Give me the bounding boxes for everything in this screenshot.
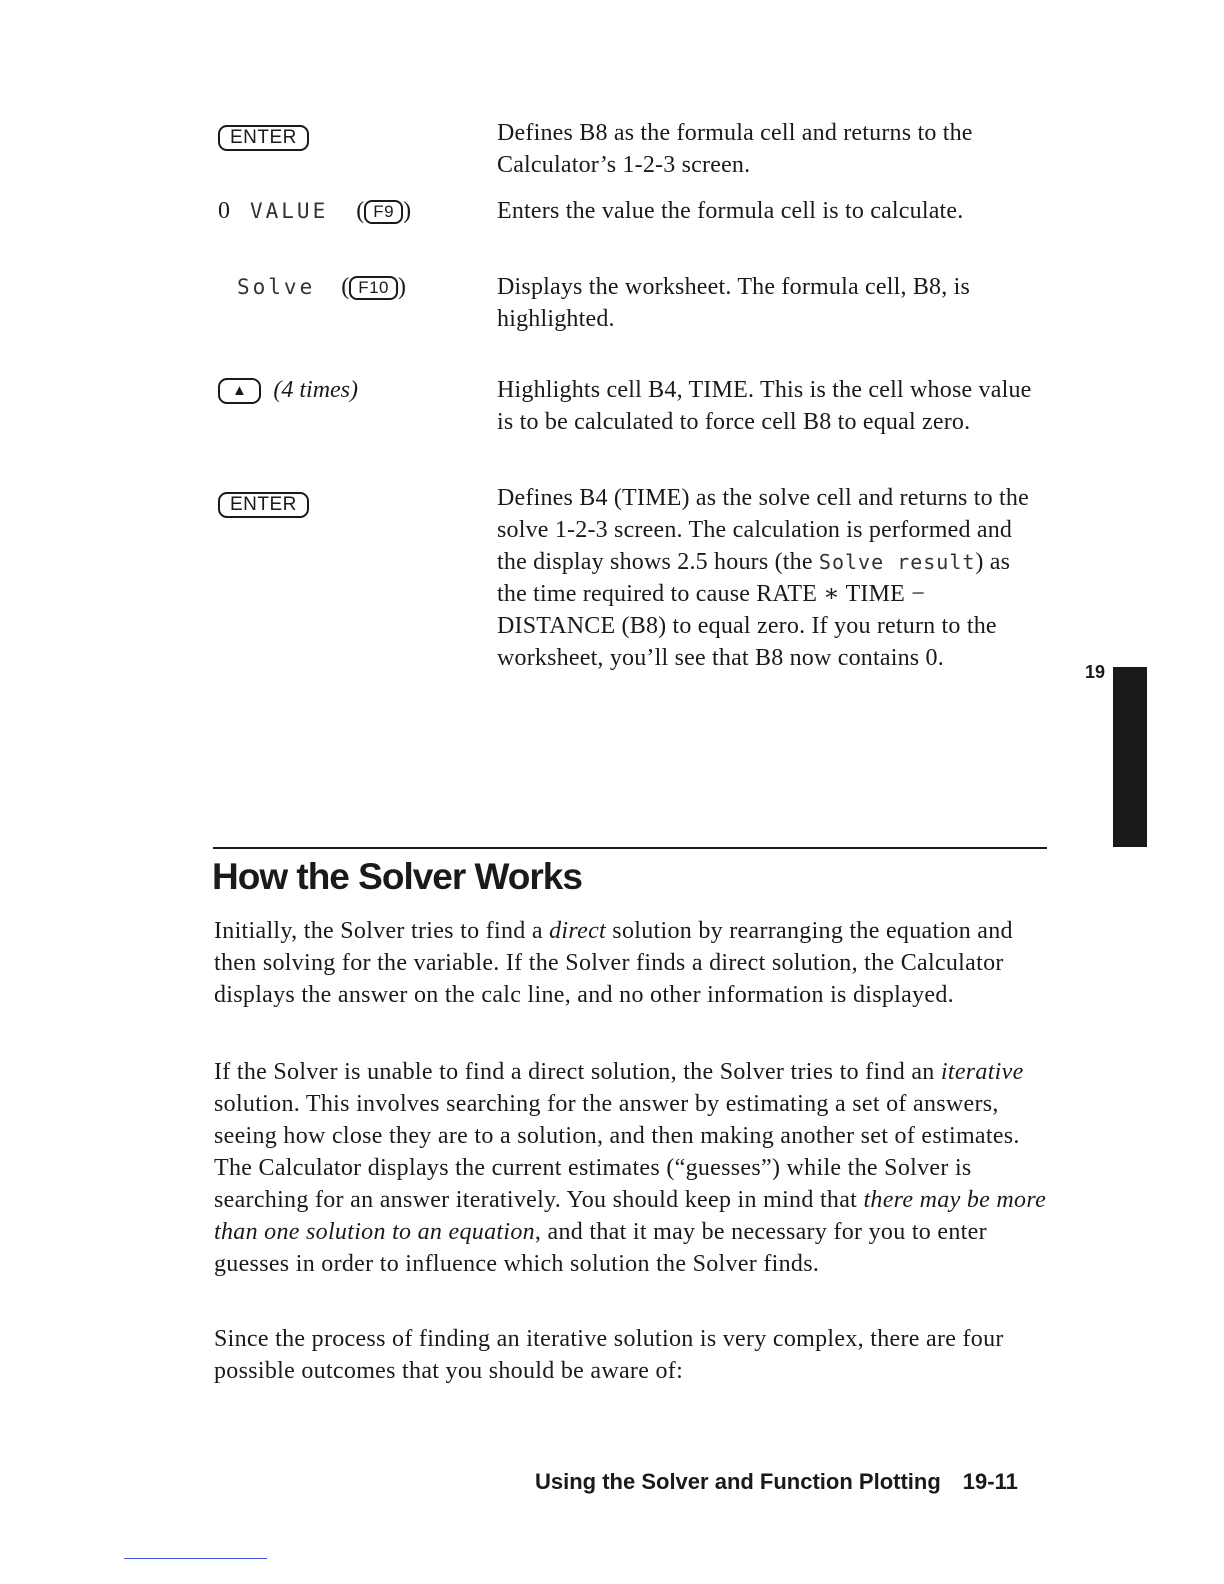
footer-title: Using the Solver and Function Plotting	[535, 1469, 941, 1494]
page-number: 19-11	[962, 1469, 1018, 1494]
f10-key: F10	[349, 276, 398, 300]
paragraph-text: solution. This involves searching for the answer by estimating a set of answers, seeing how close they are to a solution, and then making another set of estimates. The Calculator displays the current estimates (“guesses”) while the Solver is searching for an answer iteratively. You should keep in mind that	[214, 1091, 1020, 1213]
step-description: Defines B8 as the formula cell and returns to the Calculator’s 1-2-3 screen.	[497, 120, 973, 178]
bottom-rule	[124, 1558, 267, 1559]
page-footer	[535, 1469, 1018, 1495]
step-description: Enters the value the formula cell is to calculate.	[497, 198, 964, 224]
key-wrapper: ( F10 )	[341, 274, 407, 300]
repeat-note: (4 times)	[273, 377, 359, 403]
paragraph-text: solution by rearranging the equation and then solving for the variable. If the Solver finds a direct solution, the Calculator displays the answer on the calc line, and no other information is displayed.	[214, 918, 1013, 1008]
up-arrow-key: ▲	[218, 378, 261, 404]
step-keys	[218, 195, 488, 227]
enter-key: ENTER	[218, 125, 309, 151]
enter-key: ENTER	[218, 492, 309, 518]
step-description: Highlights cell B4, TIME. This is the cell whose value is to be calculated to force cell B8 to equal zero.	[497, 377, 1032, 435]
section-heading: How the Solver Works	[212, 856, 582, 897]
paragraph	[214, 1056, 1054, 1280]
description-text: Defines B4 (TIME) as the solve cell and returns to the solve 1-2-3 screen. The calculation is performed and the display shows 2.5 hours (the	[497, 485, 1029, 575]
step-description: Displays the worksheet. The formula cell, B8, is highlighted.	[497, 274, 971, 332]
emphasis: there may be more than one solution to an equation	[214, 1187, 1047, 1245]
step-description	[497, 482, 1042, 674]
paragraph: Since the process of finding an iterative solution is very complex, there are four possible outcomes that you should be aware of:	[214, 1326, 1004, 1384]
emphasis: direct	[549, 918, 606, 944]
step-keys	[218, 121, 488, 153]
step-keys	[237, 271, 507, 303]
chapter-tab-number: 19	[1085, 662, 1106, 682]
value-prefix: 0	[218, 198, 230, 224]
paragraph	[214, 915, 1054, 1011]
step-keys	[218, 488, 488, 520]
paragraph-text: Initially, the Solver tries to find a	[214, 918, 550, 944]
f9-key: F9	[364, 200, 403, 224]
description-text: ) as the time required to cause RATE ∗ TIME − DISTANCE (B8) to equal zero. If you return to the worksheet, you’ll see that B8 now contains 0.	[497, 549, 1011, 671]
solve-result-label: Solve result	[818, 550, 976, 574]
emphasis: iterative	[940, 1059, 1024, 1085]
step-keys	[218, 374, 488, 406]
chapter-tab-bar	[1113, 667, 1147, 847]
section-divider	[213, 847, 1047, 849]
paragraph-text: If the Solver is unable to find a direct solution, the Solver tries to find an	[214, 1059, 941, 1085]
key-wrapper: ( F9 )	[356, 198, 412, 224]
menu-label-value: VALUE	[250, 199, 329, 223]
menu-label-solve: Solve	[237, 275, 316, 299]
paragraph-text: , and that it may be necessary for you to enter guesses in order to influence which solution the Solver finds.	[214, 1219, 987, 1277]
